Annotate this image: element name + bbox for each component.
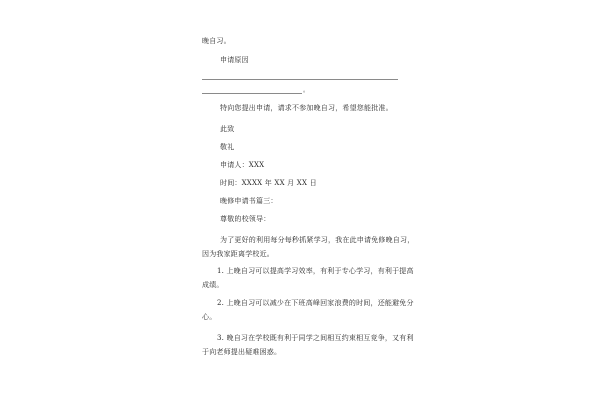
doc-line-1: 晚自习。	[202, 37, 231, 45]
greeting: 尊敬的校领导：	[220, 215, 271, 223]
item2-line-2: 心。	[202, 313, 217, 321]
item3-line-2: 于向老师提出疑难困惑。	[202, 348, 282, 356]
date-line: 时间：XXXX 年 XX 月 XX 日	[220, 179, 317, 187]
closing-1: 此致	[220, 125, 235, 133]
closing-2: 敬礼	[220, 143, 235, 151]
end-period: 。	[303, 87, 310, 94]
blank-line-2	[202, 93, 302, 94]
item1-line-1: 1. 上晚自习可以提高学习效率，有利于专心学习，有利于提高	[217, 267, 414, 275]
item1-line-2: 成绩。	[202, 281, 224, 289]
para1-line-2: 因为我家距离学校近。	[202, 250, 274, 258]
para1-line-1: 为了更好的利用每分每秒抓紧学习，我在此申请免修晚自习，	[220, 236, 415, 244]
item3-line-1: 3. 晚自习在学校既有利于同学之间相互约束相互竞争，又有利	[217, 334, 414, 342]
applicant: 申请人：XXX	[220, 161, 265, 169]
section-title: 晚修申请书篇三：	[220, 197, 278, 205]
request-text: 特向您提出申请，请求不参加晚自习，希望您能批准。	[220, 104, 393, 112]
blank-line-1	[202, 79, 398, 80]
item2-line-1: 2. 上晚自习可以减少在下班高峰回家浪费的时间，还能避免分	[217, 299, 414, 307]
reason-label: 申请原因	[220, 56, 249, 64]
